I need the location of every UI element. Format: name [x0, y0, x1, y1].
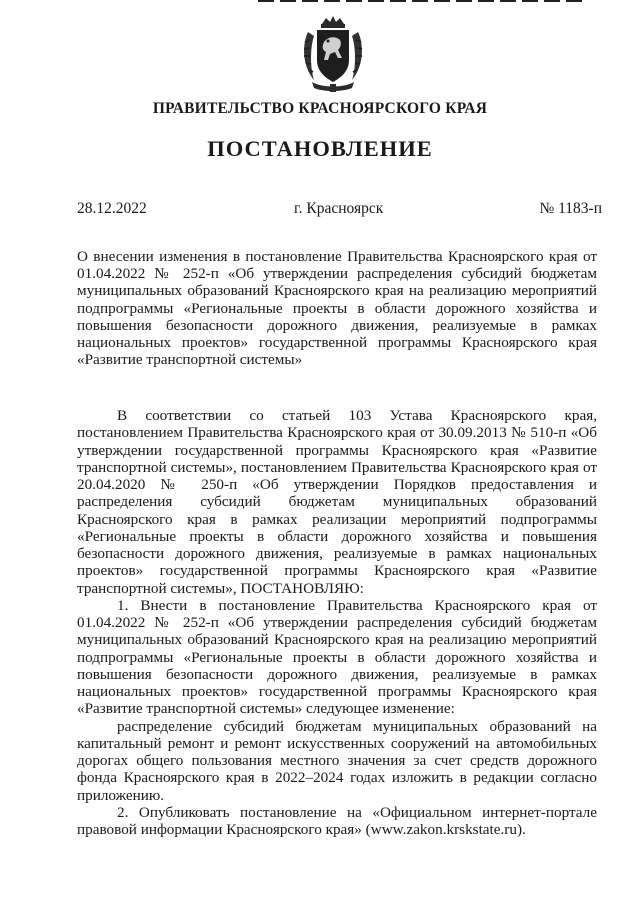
item-1-sub-paragraph: распределение субсидий бюджетам муниципальных образований на капитальный ремонт и ремонт искусственных сооружений на автомобильных дорогах общего пользования местного значения за счет средств дорожного фонда Красноярского края в 2022–2024 годах изложить в редакции согласно приложению. — [77, 717, 597, 804]
government-name: ПРАВИТЕЛЬСТВО КРАСНОЯРСКОГО КРАЯ — [152, 100, 488, 117]
document-city: г. Красноярск — [294, 200, 384, 217]
scan-top-edge — [0, 0, 640, 3]
preamble-paragraph: В соответствии со статьей 103 Устава Красноярского края, постановлением Правительства Красноярского края от 30.09.2013 № 510-п «Об утверждении государственной программы Красноярского края «Развитие транспортной системы», постановлением Правительства Красноярского края от 20.04.2020 № 250-п «Об утверждении Порядков предоставления и распределения субсидий бюджетам муниципальных образований Красноярского края в рамках реализации мероприятий подпрограммы «Региональные проекты в области дорожного хозяйства и повышения безопасности дорожного движения, реализуемые в рамках национальных проектов» государственной программы Красноярского края «Развитие транспортной системы», ПОСТАНОВЛЯЮ: — [77, 407, 597, 597]
document-date: 28.12.2022 — [77, 200, 147, 217]
document-type: ПОСТАНОВЛЕНИЕ — [207, 136, 433, 161]
item-2-paragraph: 2. Опубликовать постановление на «Официальном интернет-портале правовой информации Красноярского края» (www.zakon.krskstate.ru). — [77, 803, 597, 838]
item-1-paragraph: 1. Внести в постановление Правительства Красноярского края от 01.04.2022 № 252-п «Об утверждении распределения субсидий бюджетам муниципальных образований Красноярского края на реализацию мероприятий подпрограммы «Региональные проекты в области дорожного хозяйства и повышения безопасности дорожного движения, реализуемые в рамках национальных проектов» государственной программы Красноярского края «Развитие транспортной системы» следующее изменение: — [77, 596, 597, 718]
document-title — [77, 248, 597, 368]
document-body — [77, 407, 597, 838]
coat-of-arms-icon — [300, 14, 366, 94]
title-text: О внесении изменения в постановление Правительства Красноярского края от 01.04.2022 № 252-п «Об утверждении распределения субсидий бюджетам муниципальных образований Красноярского края на реализацию мероприятий подпрограммы «Региональные проекты в области дорожного хозяйства и повышения безопасности дорожного движения, реализуемые в рамках национальных проектов» государственной программы Красноярского края «Развитие транспортной системы» — [77, 248, 597, 369]
document-number: № 1183-п — [539, 200, 602, 217]
